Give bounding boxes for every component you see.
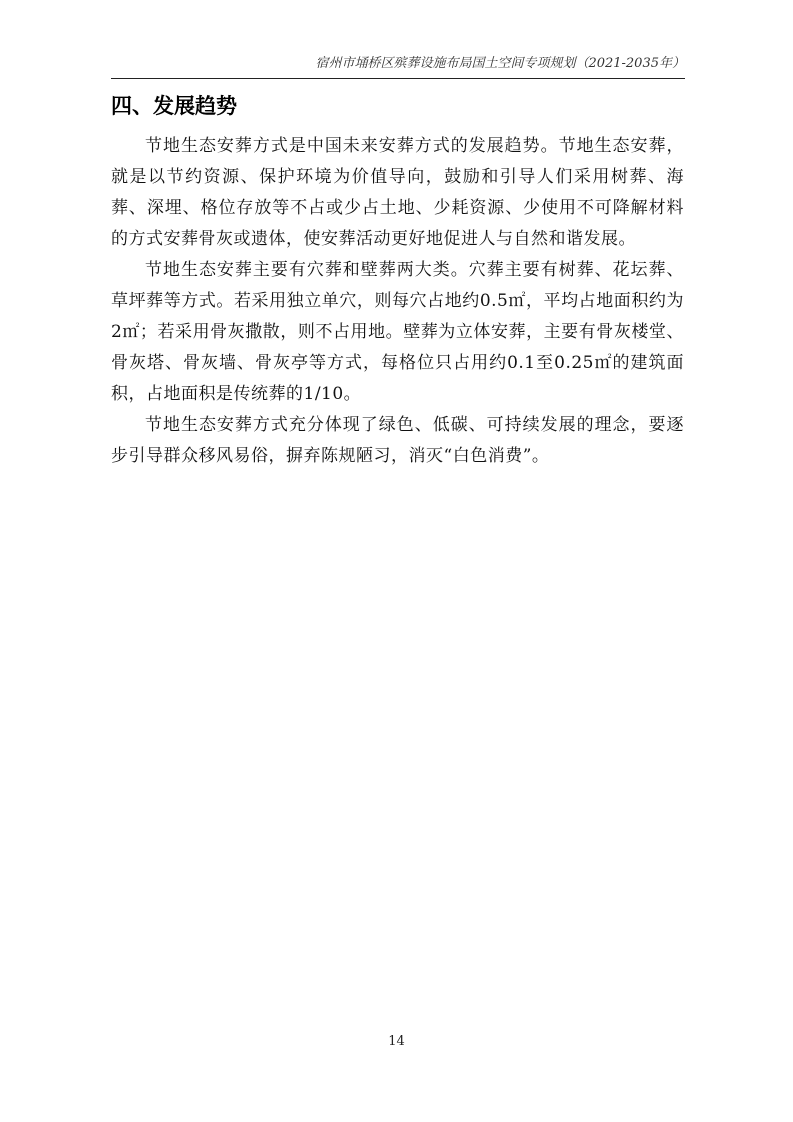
running-header-title: 宿州市埇桥区殡葬设施布局国土空间专项规划（2021-2035年） [315,56,685,71]
paragraph-1: 节地生态安葬方式是中国未来安葬方式的发展趋势。节地生态安葬，就是以节约资源、保护环境为价值导向，鼓励和引导人们采用树葬、海葬、深埋、格位存放等不占或少占土地、少耗资源、少使用不可降解材料的方式安葬骨灰或遗体，使安葬活动更好地促进人与自然和谐发展。 [111,136,684,249]
paragraph-2: 节地生态安葬主要有穴葬和壁葬两大类。穴葬主要有树葬、花坛葬、草坪葬等方式。若采用独立单穴，则每穴占地约0.5㎡，平均占地面积约为2㎡；若采用骨灰撒散，则不占用地。壁葬为立体安葬，主要有骨灰楼堂、骨灰塔、骨灰墙、骨灰亭等方式，每格位只占用约0.1至0.25㎡的建筑面积，占地面积是传统葬的1/10。 [111,260,684,404]
section-body [111,131,684,472]
section-heading: 四、发展趋势 [111,94,237,118]
paragraph-3: 节地生态安葬方式充分体现了绿色、低碳、可持续发展的理念，要逐步引导群众移风易俗，摒弃陈规陋习，消灭“白色消费”。 [111,415,684,466]
page-number: 14 [388,1034,405,1049]
running-header [111,54,685,79]
